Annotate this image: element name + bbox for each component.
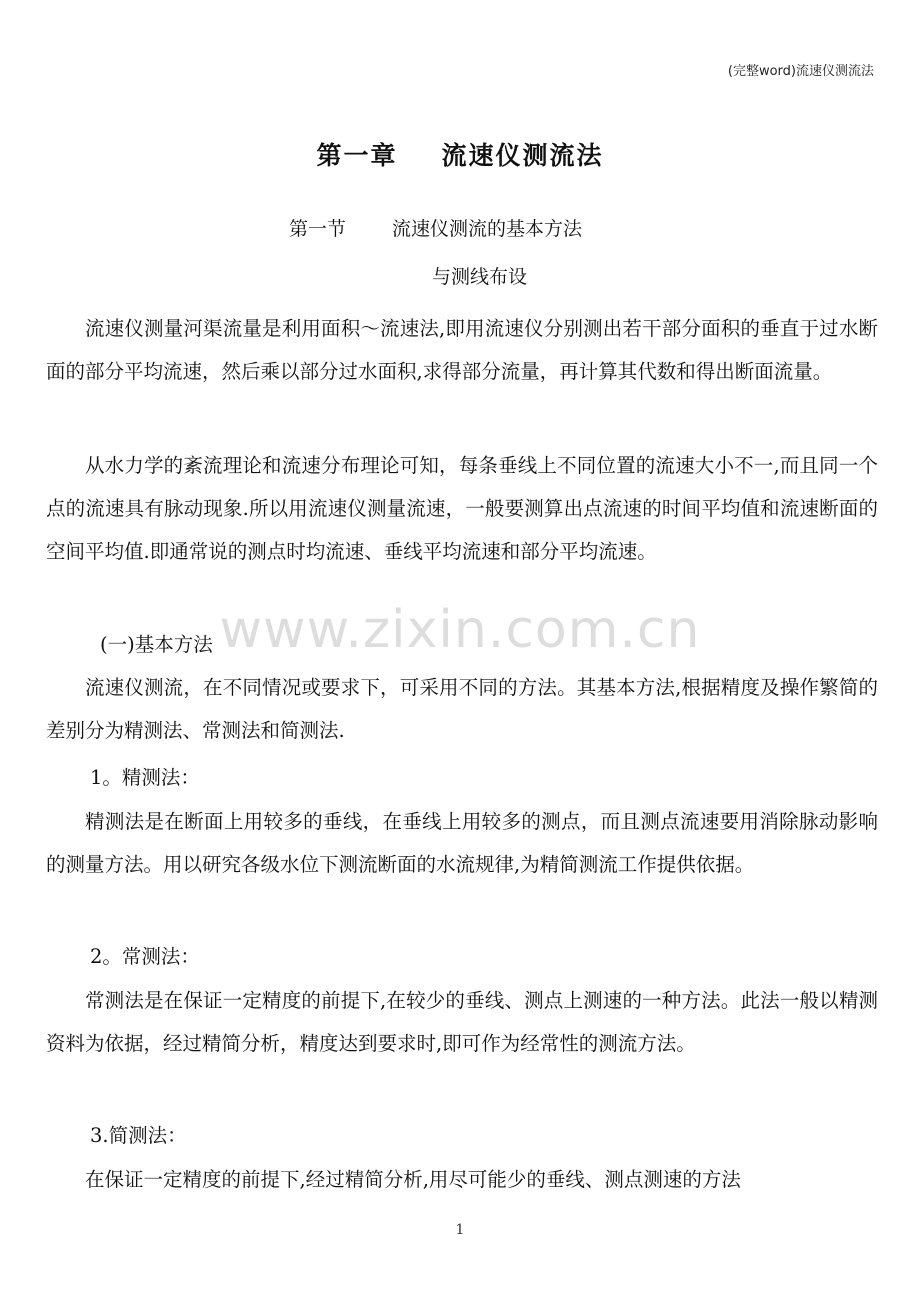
paragraph-precise-method: 精测法是在断面上用较多的垂线，在垂线上用较多的测点，而且测点流速要用消除脉动影响的测量方法。用以研究各级水位下测流断面的水流规律,为精简测流工作提供依据。 <box>46 810 878 876</box>
document-header-note: (完整word)流速仪测流法 <box>727 64 874 79</box>
paragraph-simple-method: 在保证一定精度的前提下,经过精简分析,用尽可能少的垂线、测点测速的方法 <box>85 1168 741 1191</box>
paragraph-intro: 流速仪测量河渠流量是利用面积～流速法,即用流速仪分别测出若干部分面积的垂直于过水断面的部分平均流速，然后乘以部分过水面积,求得部分流量，再计算其代数和得出断面流量。 <box>46 317 878 383</box>
watermark: www.zixin.com.cn <box>219 600 701 660</box>
section-title-continuation: 与测线布设 <box>432 266 528 288</box>
subheading-simple-method: 3.简测法： <box>90 1124 187 1147</box>
section-name: 流速仪测流的基本方法 <box>392 218 583 240</box>
paragraph-theory: 从水力学的紊流理论和流速分布理论可知，每条垂线上不同位置的流速大小不一,而且同一个点的流速具有脉动现象.所以用流速仪测量流速，一般要测算出点流速的时间平均值和流速断面的空间平均值.即通常说的测点时均流速、垂线平均流速和部分平均流速。 <box>46 454 878 563</box>
subheading-basic-methods: (一)基本方法 <box>100 633 213 656</box>
chapter-number: 第一章 <box>316 141 398 170</box>
page-number: 1 <box>455 1222 465 1238</box>
section-number: 第一节 <box>289 218 347 240</box>
chapter-title <box>0 136 920 172</box>
section-title <box>289 214 582 241</box>
chapter-name: 流速仪测流法 <box>441 141 604 170</box>
subheading-precise-method: 1。精测法： <box>90 766 200 789</box>
paragraph-methods-overview: 流速仪测流，在不同情况或要求下，可采用不同的方法。其基本方法,根据精度及操作繁简的差别分为精测法、常测法和简测法. <box>46 676 878 742</box>
subheading-regular-method: 2。常测法： <box>90 945 200 968</box>
paragraph-regular-method: 常测法是在保证一定精度的前提下,在较少的垂线、测点上测速的一种方法。此法一般以精测资料为依据，经过精简分析，精度达到要求时,即可作为经常性的测流方法。 <box>46 989 878 1055</box>
